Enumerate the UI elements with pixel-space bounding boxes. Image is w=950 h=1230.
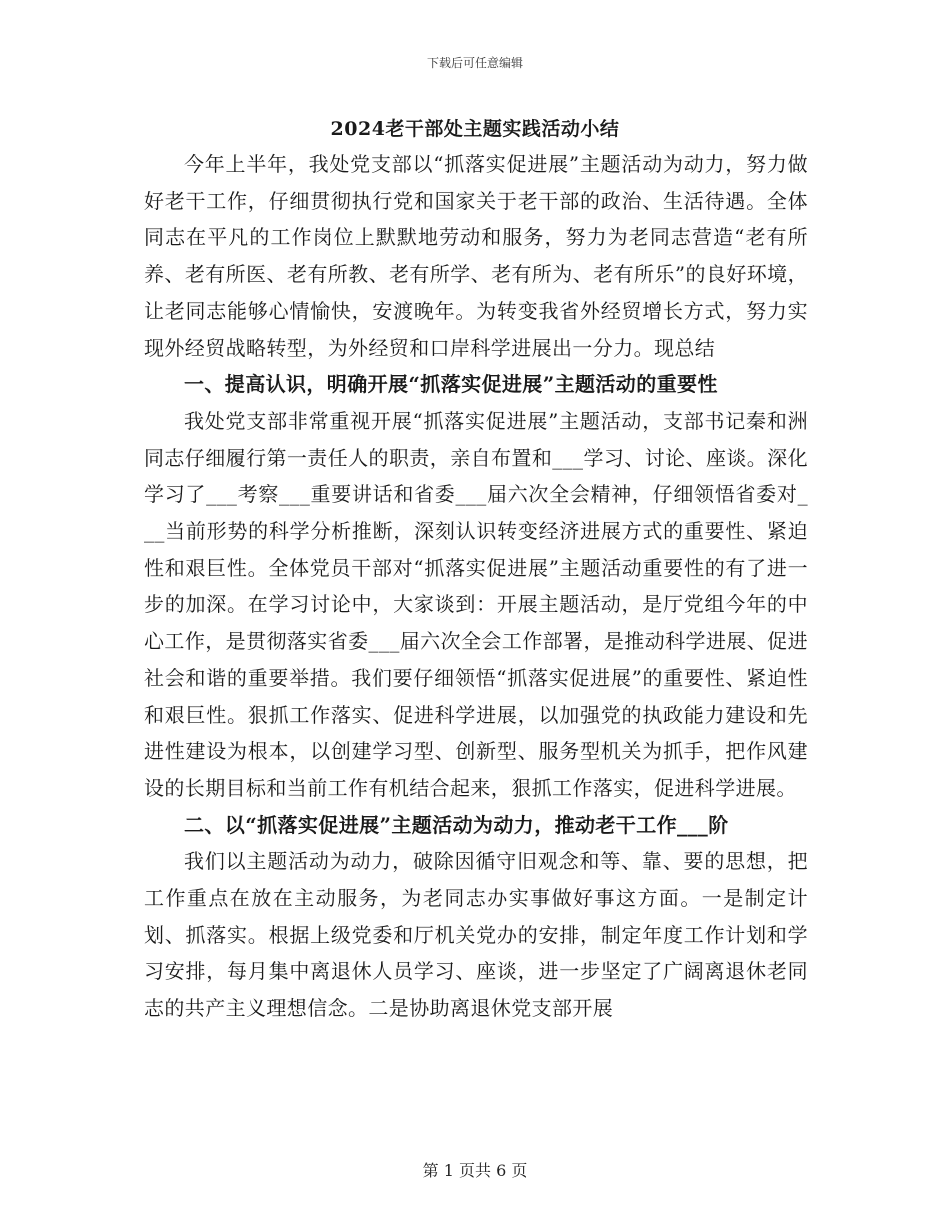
paragraph-section-1: 我处党支部非常重视开展“抓落实促进展”主题活动，支部书记秦和洲同志仔细履行第一责任人的职责，亲自布置和___学习、讨论、座谈。深化学习了___考察___重要讲话和省委___届六次全会精神，仔细领悟省委对___当前形势的科学分析推断，深刻认识转变经济进展方式的重要性、紧迫性和艰巨性。全体党员干部对“抓落实促进展”主题活动重要性的有了进一步的加深。在学习讨论中，大家谈到：开展主题活动，是厅党组今年的中心工作，是贯彻落实省委___届六次全会工作部署，是推动科学进展、促进社会和谐的重要举措。我们要仔细领悟“抓落实促进展”的重要性、紧迫性和艰巨性。狠抓工作落实、促进科学进展，以加强党的执政能力建设和先进性建设为根本，以创建学习型、创新型、服务型机关为抓手，把作风建设的长期目标和当前工作有机结合起来，狠抓工作落实，促进科学进展。: [144, 408, 808, 800]
section-heading-2: 二、以“抓落实促进展”主题活动为动力，推动老干工作___阶: [184, 812, 729, 837]
paragraph-section-2: 我们以主题活动为动力，破除因循守旧观念和等、靠、要的思想，把工作重点在放在主动服务，为老同志办实事做好事这方面。一是制定计划、抓落实。根据上级党委和厅机关党办的安排，制定年度工作计划和学习安排，每月集中离退休人员学习、座谈，进一步坚定了广阔离退休老同志的共产主义理想信念。二是协助离退休党支部开展: [144, 849, 808, 1021]
document-body: [144, 146, 808, 1027]
header-note: 下载后可任意编辑: [426, 56, 523, 70]
page-footer: 第 1 页共 6 页: [422, 1161, 528, 1180]
paragraph-intro: 今年上半年，我处党支部以“抓落实促进展”主题活动为动力，努力做好老干工作，仔细贯彻执行党和国家关于老干部的政治、生活待遇。全体同志在平凡的工作岗位上默默地劳动和服务，努力为老同志营造“老有所养、老有所医、老有所教、老有所学、老有所为、老有所乐”的良好环境，让老同志能够心情愉快，安渡晚年。为转变我省外经贸增长方式，努力实现外经贸战略转型，为外经贸和口岸科学进展出一分力。现总结: [144, 152, 808, 360]
document-title: 2024老干部处主题实践活动小结: [330, 118, 620, 140]
section-heading-1: 一、提高认识，明确开展“抓落实促进展”主题活动的重要性: [184, 372, 718, 397]
